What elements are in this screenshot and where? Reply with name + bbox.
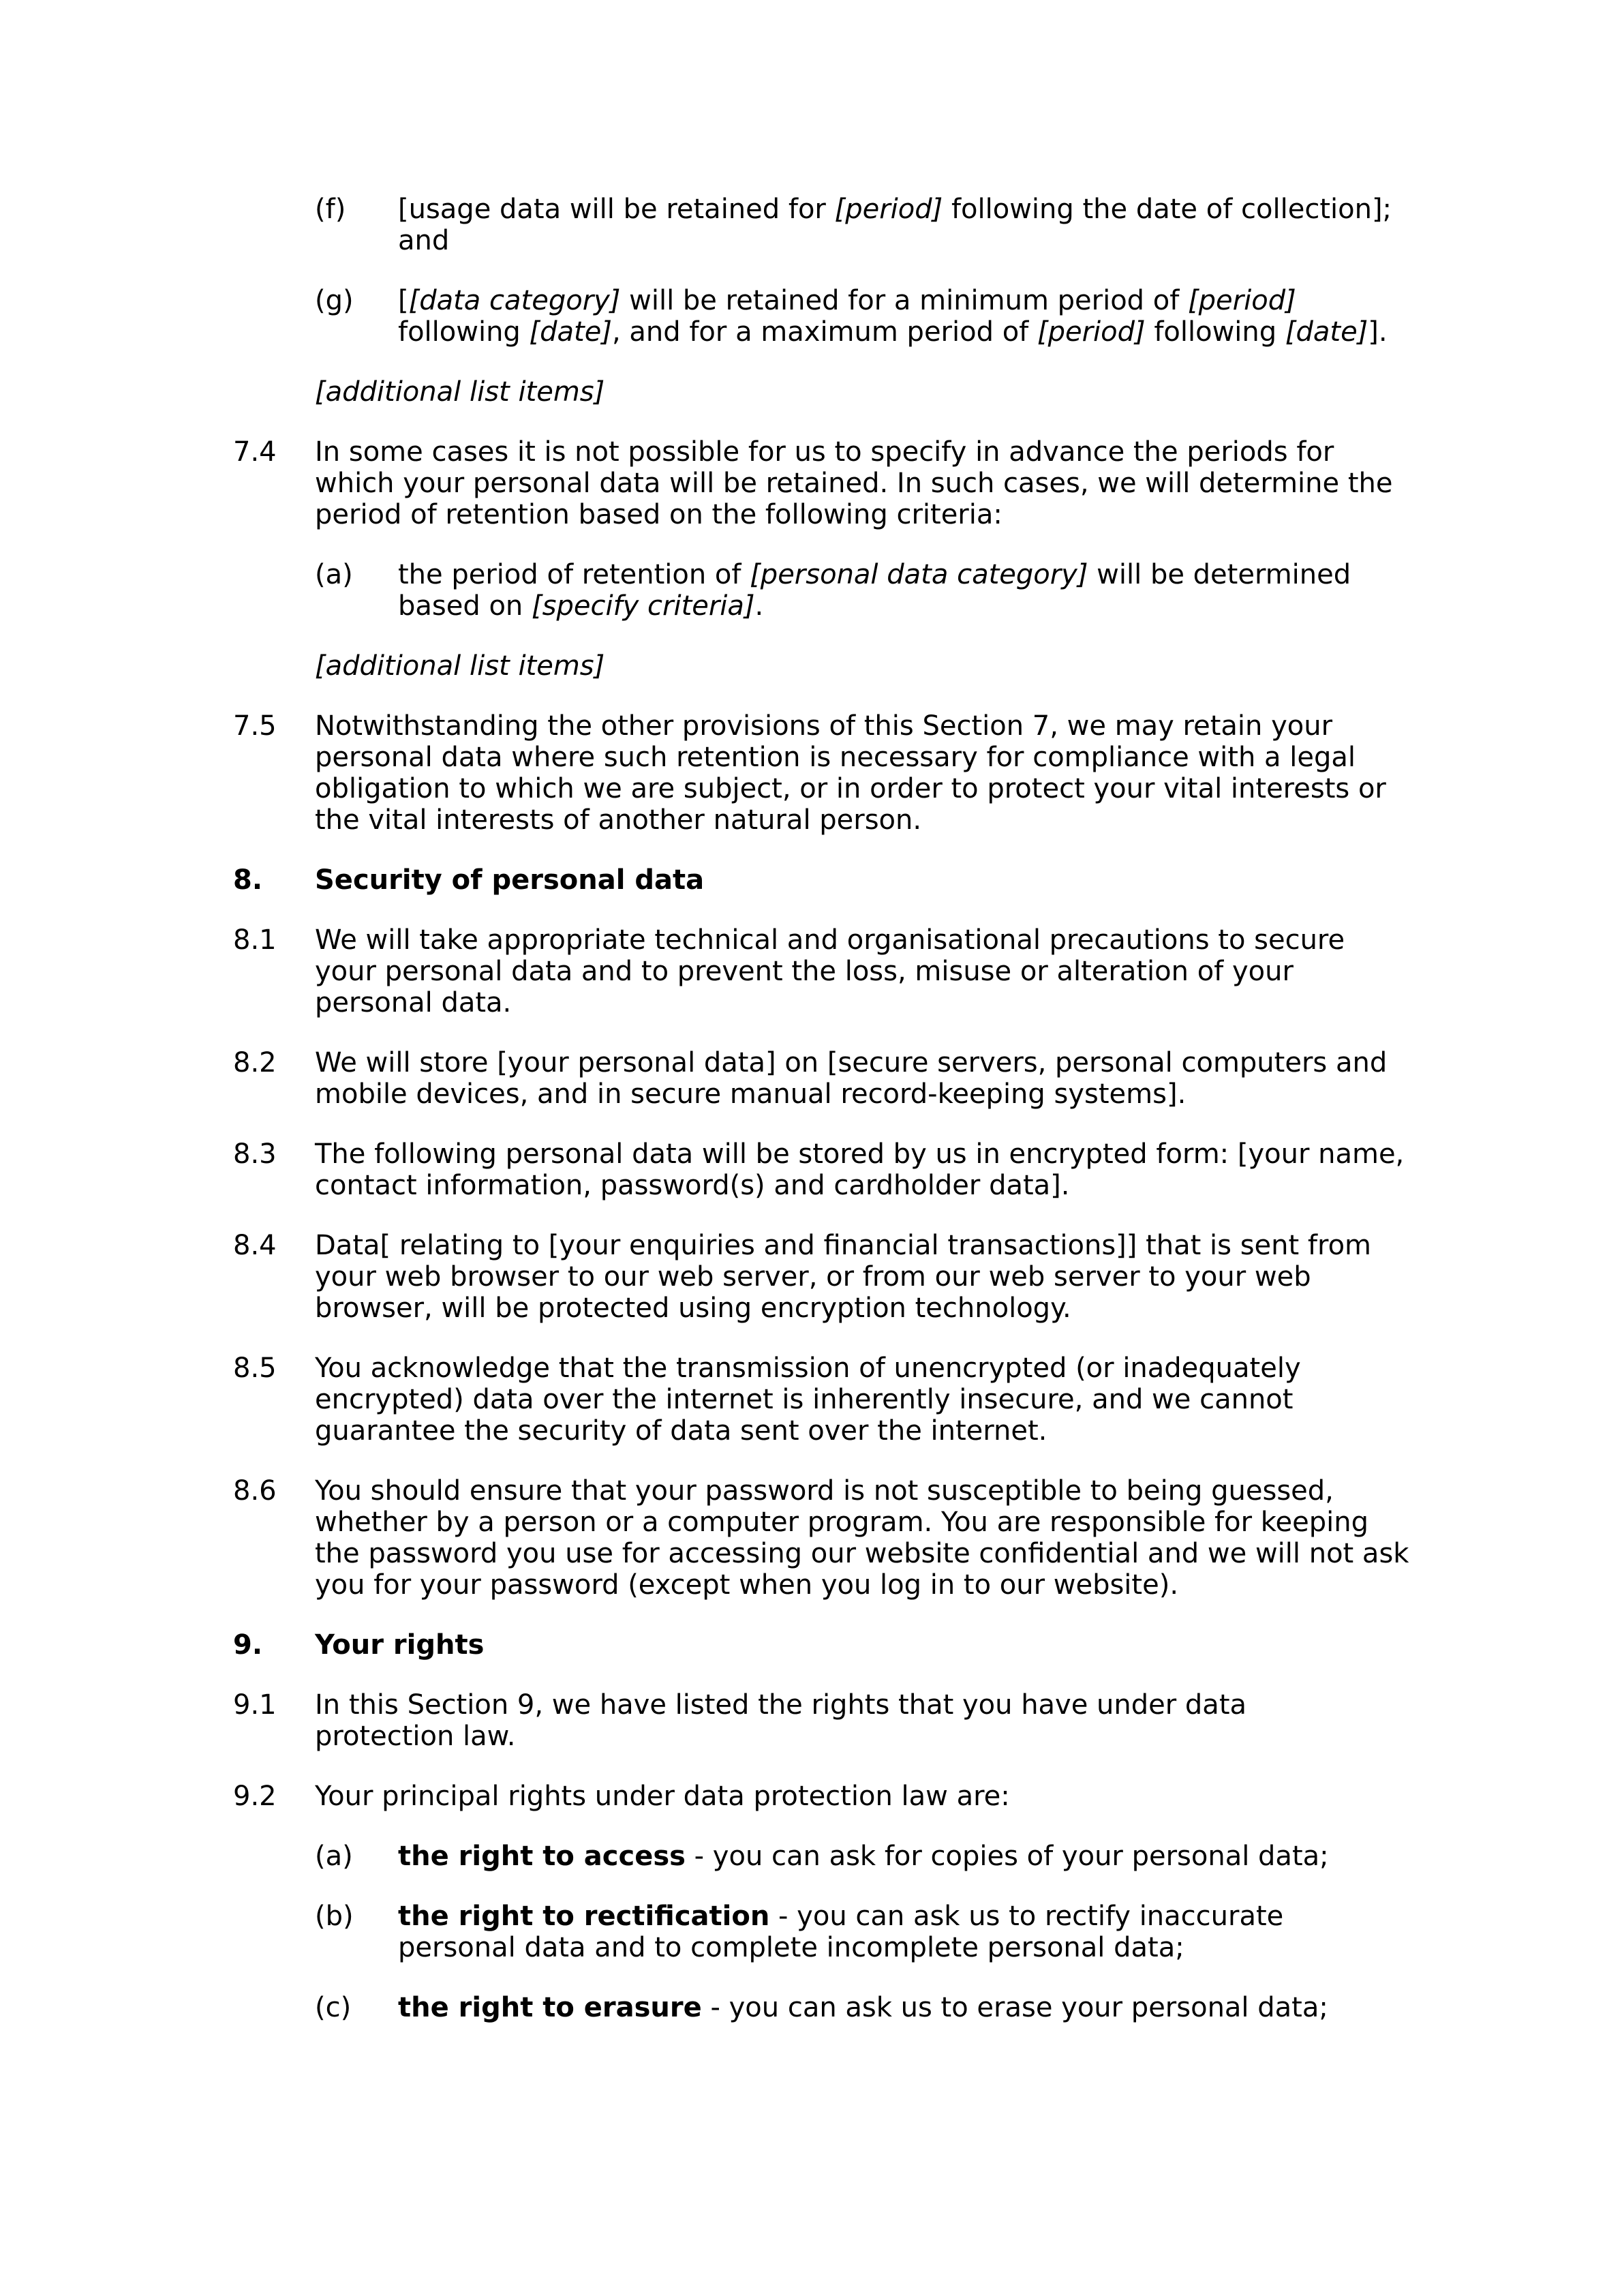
- clause-number: 7.4: [233, 436, 277, 468]
- list-text: the period of retention of [personal data category] will be determined based on [specify criteria].: [398, 559, 1351, 622]
- clause-number: 8.4: [233, 1230, 277, 1261]
- clause-number: 8.5: [233, 1353, 277, 1384]
- list-text: the right to rectification - you can ask us to rectify inaccurate personal data and to complete incomplete personal data;: [398, 1901, 1284, 1963]
- list-text: [usage data will be retained for [period] following the date of collection]; and: [398, 194, 1392, 256]
- section-title: Security of personal data: [315, 864, 705, 896]
- clause-text: Notwithstanding the other provisions of this Section 7, we may retain your personal data where such retention is necessary for compliance with a legal obligation to which we are subject, or in order to protect your vital interests or the vital interests of another natural person.: [315, 710, 1386, 836]
- clause-number: 8.2: [233, 1047, 277, 1078]
- list-label: (f): [315, 194, 346, 225]
- clause-number: 7.5: [233, 710, 277, 742]
- list-text: the right to access - you can ask for copies of your personal data;: [398, 1841, 1329, 1872]
- list-label: (g): [315, 285, 354, 316]
- clause-text: In this Section 9, we have listed the rights that you have under data protection law.: [315, 1689, 1247, 1752]
- clause-text: We will take appropriate technical and organisational precautions to secure your personal data and to prevent the loss, misuse or alteration of your personal data.: [315, 924, 1345, 1018]
- list-label: (b): [315, 1901, 354, 1932]
- clause-number: 9.2: [233, 1781, 277, 1812]
- section-number: 8.: [233, 864, 263, 896]
- clause-number: 8.1: [233, 924, 277, 956]
- list-label: (c): [315, 1992, 352, 2023]
- section-title: Your rights: [315, 1629, 485, 1661]
- placeholder-additional-items: [additional list items]: [315, 650, 605, 682]
- clause-text: We will store [your personal data] on [secure servers, personal computers and mobile devices, and in secure manual record-keeping systems].: [315, 1047, 1388, 1110]
- clause-text: The following personal data will be stored by us in encrypted form: [your name, contact information, password(s) and cardholder data].: [315, 1138, 1405, 1201]
- list-label: (a): [315, 559, 353, 590]
- list-text: [[data category] will be retained for a minimum period of [period] following [date], and for a maximum period of [period] following [date]].: [398, 285, 1388, 348]
- section-number: 9.: [233, 1629, 263, 1661]
- clause-text: You should ensure that your password is not susceptible to being guessed, whether by a person or a computer program. You are responsible for keeping the password you use for accessing our website confidential and we will not ask you for your password (except when you log in to our website).: [315, 1475, 1409, 1601]
- placeholder-additional-items: [additional list items]: [315, 376, 605, 408]
- clause-text: You acknowledge that the transmission of unencrypted (or inadequately encrypted) data over the internet is inherently insecure, and we cannot guarantee the security of data sent over the internet.: [315, 1353, 1301, 1447]
- clause-text: Your principal rights under data protection law are:: [315, 1781, 1010, 1812]
- list-label: (a): [315, 1841, 353, 1872]
- clause-text: Data[ relating to [your enquiries and financial transactions]] that is sent from your web browser to our web server, or from our web server to your web browser, will be protected using encryption technology.: [315, 1230, 1371, 1324]
- clause-number: 8.6: [233, 1475, 277, 1507]
- clause-text: In some cases it is not possible for us to specify in advance the periods for which your personal data will be retained. In such cases, we will determine the period of retention based on the following criteria:: [315, 436, 1393, 530]
- clause-number: 8.3: [233, 1138, 277, 1170]
- list-text: the right to erasure - you can ask us to erase your personal data;: [398, 1992, 1328, 2023]
- clause-number: 9.1: [233, 1689, 277, 1721]
